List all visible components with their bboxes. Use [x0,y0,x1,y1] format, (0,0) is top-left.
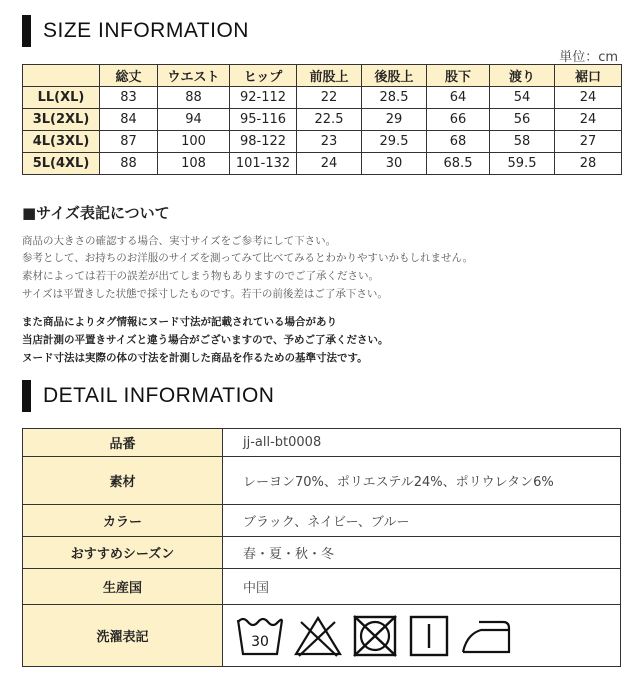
wash-30-icon [235,614,285,658]
note-line: サイズは平置きした状態で採寸したものです。若干の前後差はご了承下さい。 [22,288,388,300]
detail-label: 素材 [23,457,223,505]
detail-label: 品番 [23,429,223,457]
table-cell: 83 [100,87,158,109]
table-cell: 54 [490,87,555,109]
detail-value: ブラック、ネイビー、ブルー [223,505,621,537]
table-cell: 29.5 [362,131,427,153]
table-cell: 108 [158,153,230,175]
detail-row [23,429,621,457]
detail-value: 春・夏・秋・冬 [223,537,621,569]
table-cell: 88 [158,87,230,109]
detail-row [23,569,621,605]
detail-label: 生産国 [23,569,223,605]
table-cell: 88 [100,153,158,175]
table-row [23,131,622,153]
column-header: 股下 [427,65,490,87]
table-cell: 27 [555,131,622,153]
table-cell: 68 [427,131,490,153]
table-cell: 56 [490,109,555,131]
table-cell: 24 [555,87,622,109]
table-cell: 100 [158,131,230,153]
table-cell: 101-132 [230,153,297,175]
care-icons [235,614,620,658]
table-cell: 66 [427,109,490,131]
table-row [23,153,622,175]
row-size-label: 3L(2XL) [23,109,100,131]
detail-row [23,505,621,537]
table-cell: 95-116 [230,109,297,131]
table-cell: 30 [362,153,427,175]
table-cell: 87 [100,131,158,153]
table-cell: 64 [427,87,490,109]
detail-section-title: DETAIL INFORMATION [43,384,275,407]
table-cell: 24 [555,109,622,131]
header-bar [22,380,31,412]
line-dry-icon [407,614,451,658]
table-cell: 22 [297,87,362,109]
size-table-corner [23,65,100,87]
detail-section-header [22,380,274,412]
no-bleach-icon [293,614,343,658]
wash-temp-label: 30 [251,633,269,650]
column-header: 後股上 [362,65,427,87]
size-table-header-row [23,65,622,87]
table-cell: 84 [100,109,158,131]
care-icons-cell [223,605,621,667]
table-cell: 58 [490,131,555,153]
row-size-label: LL(XL) [23,87,100,109]
table-cell: 59.5 [490,153,555,175]
detail-row [23,457,621,505]
column-header: ヒップ [230,65,297,87]
detail-label: おすすめシーズン [23,537,223,569]
row-size-label: 5L(4XL) [23,153,100,175]
column-header: 総丈 [100,65,158,87]
detail-label: 洗濯表記 [23,605,223,667]
note-line: 素材によっては若干の誤差が出てしまう物もありますのでご了承ください。 [22,270,379,282]
table-cell: 24 [297,153,362,175]
bold-note-line: 当店計測の平置きサイズと違う場合がございますので、予めご了承ください。 [22,334,389,346]
header-bar [22,15,31,47]
size-section-header [22,15,249,47]
table-cell: 23 [297,131,362,153]
detail-value: レーヨン70%、ポリエステル24%、ポリウレタン6% [223,457,621,505]
size-section-title: SIZE INFORMATION [43,19,249,42]
note-line: 商品の大きさの確認する場合、実寸サイズをご参考にして下さい。 [22,235,337,247]
detail-value: jj-all-bt0008 [223,429,621,457]
detail-row [23,605,621,667]
no-tumble-dry-icon [351,614,399,658]
bold-note-line: ヌード寸法は実際の体の寸法を計測した商品を作るための基準寸法です。 [22,352,368,364]
table-cell: 29 [362,109,427,131]
table-cell: 94 [158,109,230,131]
table-cell: 22.5 [297,109,362,131]
column-header: 裾口 [555,65,622,87]
table-row [23,87,622,109]
table-cell: 68.5 [427,153,490,175]
table-cell: 92-112 [230,87,297,109]
detail-table [22,428,621,667]
table-cell: 28 [555,153,622,175]
size-table [22,64,622,175]
unit-label: 単位：cm [559,50,618,65]
column-header: 渡り [490,65,555,87]
table-cell: 28.5 [362,87,427,109]
detail-label: カラー [23,505,223,537]
detail-row [23,537,621,569]
row-size-label: 4L(3XL) [23,131,100,153]
column-header: 前股上 [297,65,362,87]
table-cell: 98-122 [230,131,297,153]
note-line: 参考として、お持ちのお洋服のサイズを測ってみて比べてみるとわかりやすいかもしれません。 [22,252,474,264]
iron-low-icon [459,614,513,658]
bold-note-line: また商品によりタグ情報にヌード寸法が記載されている場合があり [22,316,337,328]
detail-value: 中国 [223,569,621,605]
size-notes-title: ■サイズ表記について [22,204,170,222]
table-row [23,109,622,131]
column-header: ウエスト [158,65,230,87]
